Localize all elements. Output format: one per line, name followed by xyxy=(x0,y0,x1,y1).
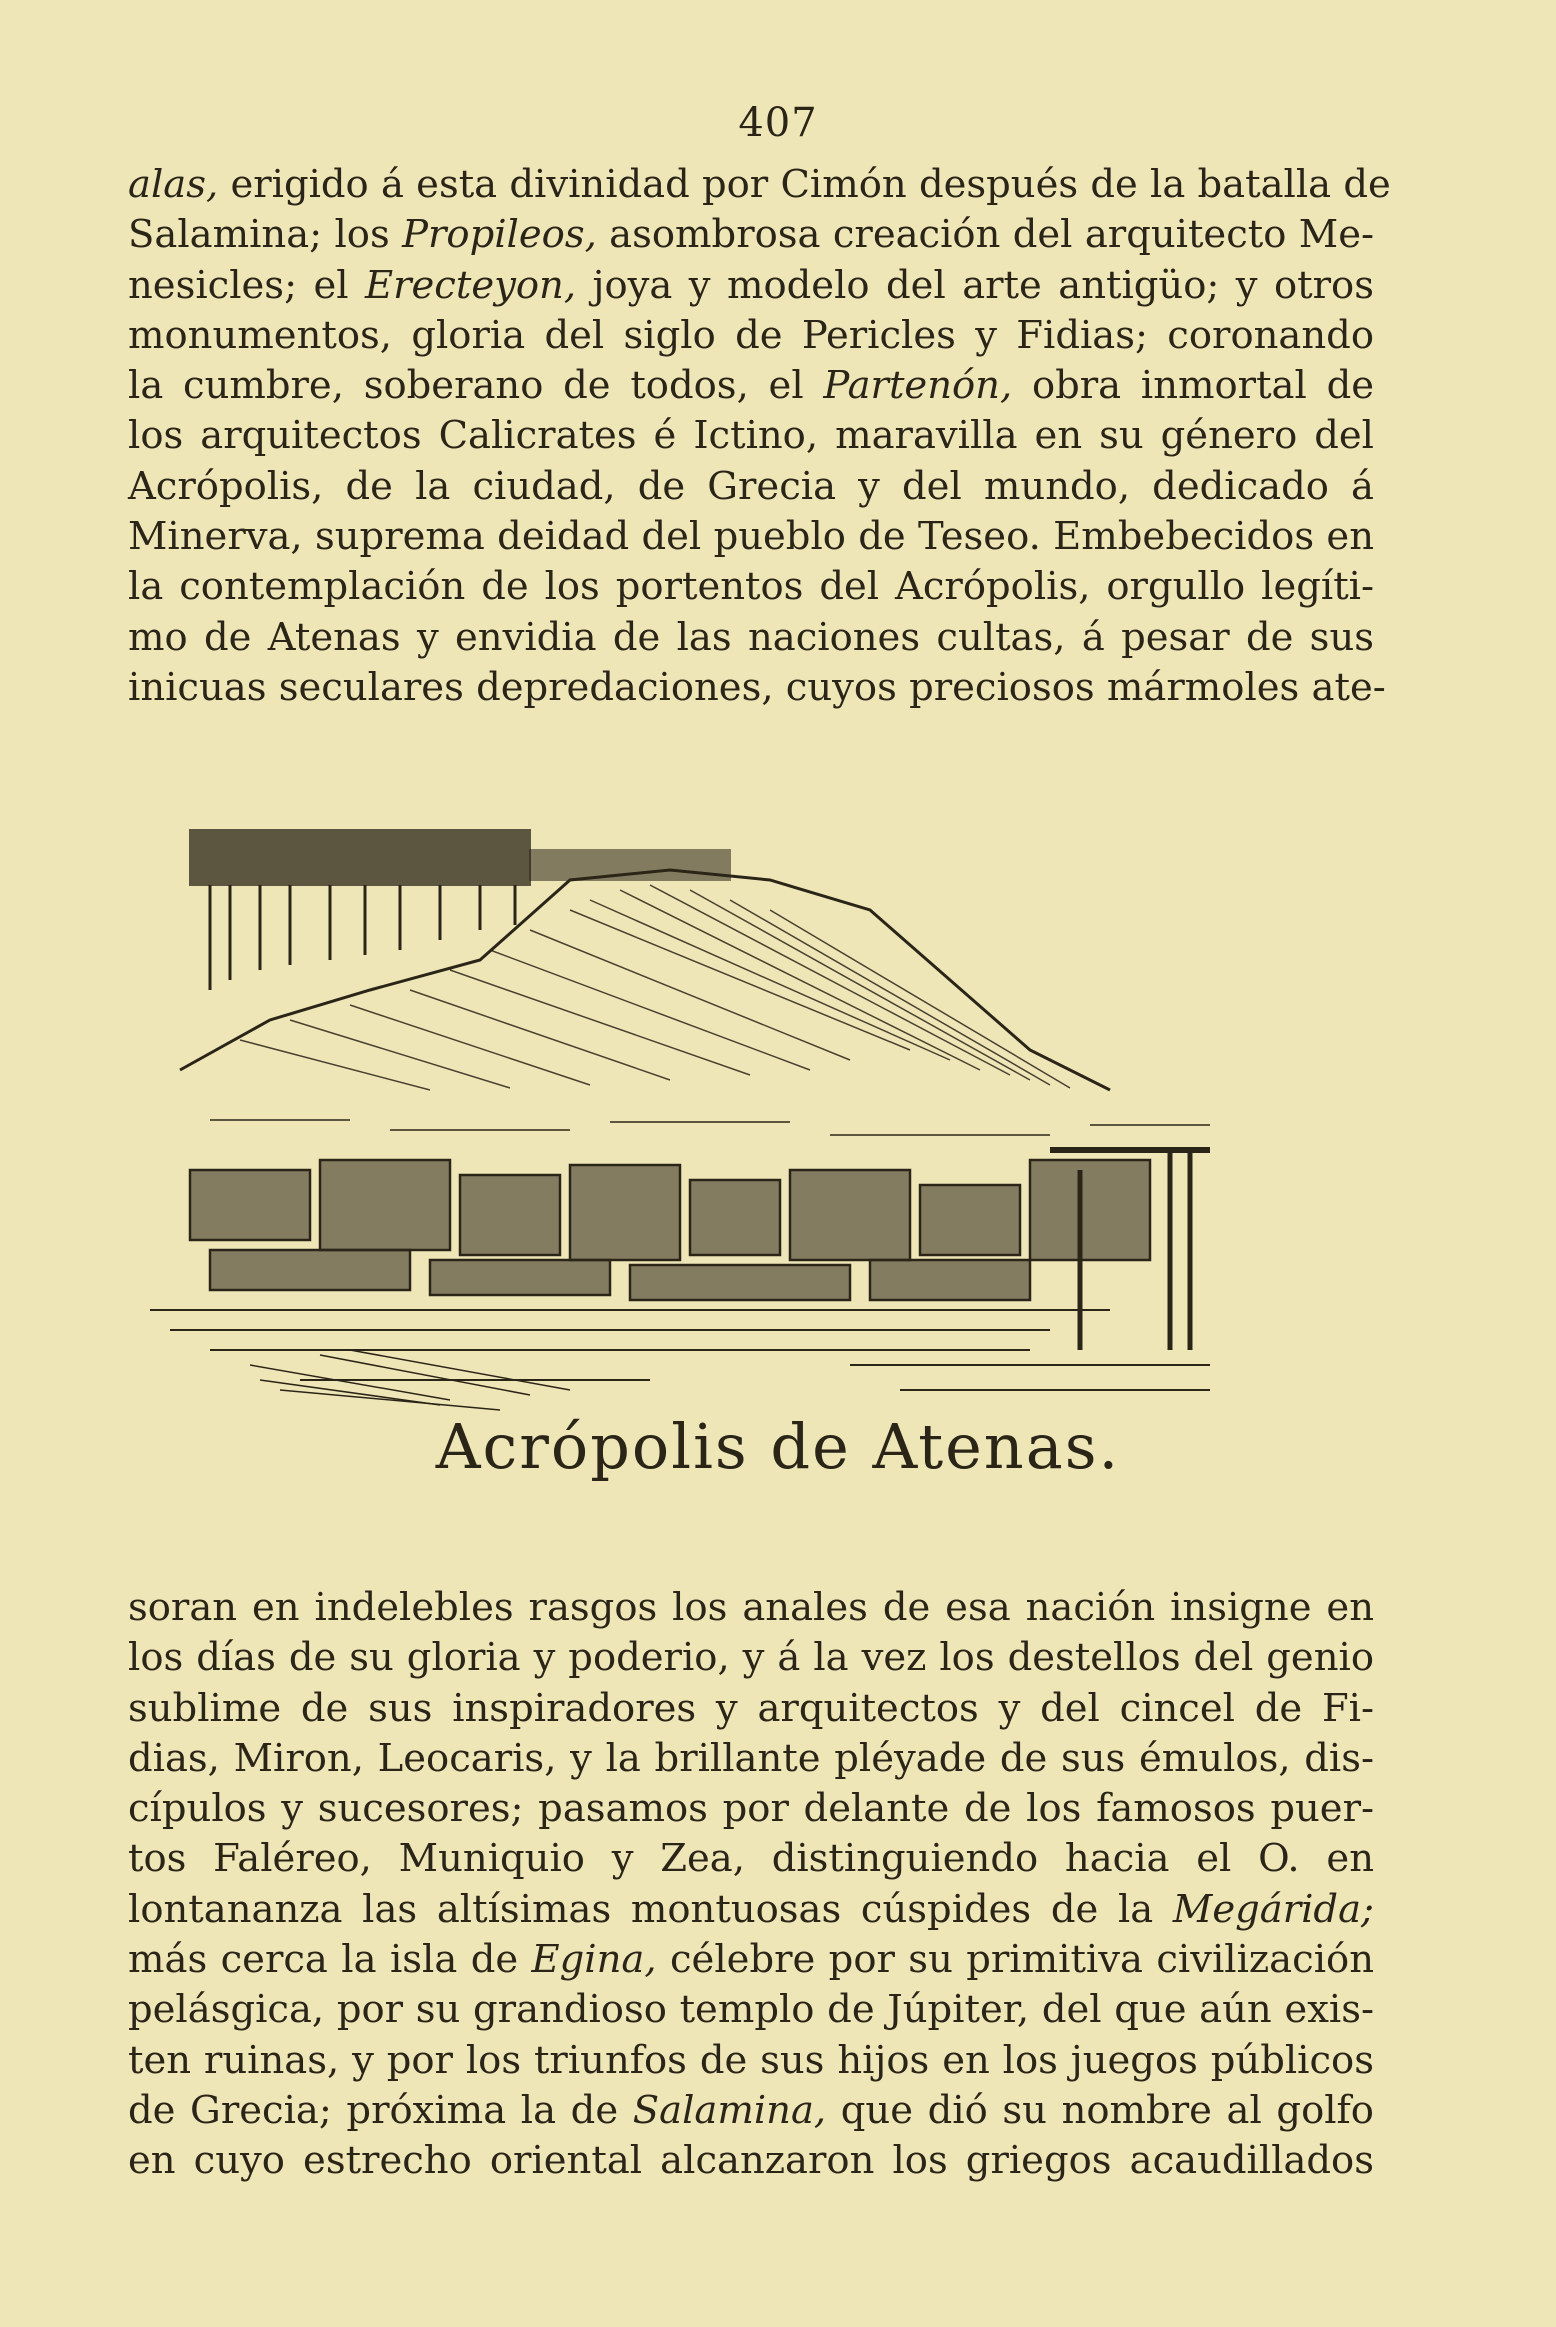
text-line xyxy=(128,2036,1374,2086)
italic-text: Salamina, xyxy=(632,2087,827,2133)
text-run: la contemplación de los portentos del Acrópolis, orgullo legíti- xyxy=(128,564,1374,610)
text-line xyxy=(128,613,1374,663)
text-run: cípulos y sucesores; pasamos por delante de los famosos puer- xyxy=(128,1786,1374,1832)
text-line xyxy=(128,311,1374,361)
text-line xyxy=(128,160,1391,210)
text-line xyxy=(128,361,1374,411)
text-run: ten ruinas, y por los triunfos de sus hijos en los juegos públicos xyxy=(128,2037,1374,2083)
text-line xyxy=(128,210,1374,260)
text-line xyxy=(128,1834,1374,1884)
text-line xyxy=(128,411,1374,461)
text-line xyxy=(128,1985,1374,2035)
page-number: 407 xyxy=(738,100,818,146)
text-line xyxy=(128,261,1374,311)
text-run: célebre por su primitiva civilización xyxy=(656,1937,1374,1983)
text-run: Minerva, suprema deidad del pueblo de Teseo. Embebecidos en xyxy=(128,514,1374,560)
italic-text: Partenón, xyxy=(823,363,1013,409)
text-run: mo de Atenas y envidia de las naciones cultas, á pesar de sus xyxy=(128,614,1374,660)
acropolis-engraving xyxy=(150,790,1290,1415)
text-run: Acrópolis, de la ciudad, de Grecia y del mundo, dedicado á xyxy=(128,463,1374,509)
text-run: que dió su nombre al golfo xyxy=(826,2087,1374,2133)
italic-text: Erecteyon, xyxy=(365,262,577,308)
italic-text: Propileos, xyxy=(402,212,597,258)
text-line xyxy=(128,562,1374,612)
text-line xyxy=(128,1784,1374,1834)
italic-text: alas, xyxy=(128,162,219,207)
text-line xyxy=(128,2136,1374,2186)
text-line xyxy=(128,1583,1374,1633)
text-run: pelásgica, por su grandioso templo de Júpiter, del que aún exis- xyxy=(128,1987,1374,2033)
paragraph-top xyxy=(128,160,1391,713)
text-line xyxy=(128,512,1374,562)
text-run: erigido á esta divinidad por Cimón después de la batalla de xyxy=(218,162,1391,207)
text-line xyxy=(128,462,1374,512)
text-run: tos Faléreo, Muniquio y Zea, distinguiendo hacia el O. en xyxy=(128,1836,1374,1882)
text-run: de Grecia; próxima la de xyxy=(128,2087,633,2133)
text-run: en cuyo estrecho oriental alcanzaron los griegos acaudillados xyxy=(128,2138,1374,2184)
paragraph-bottom xyxy=(128,1583,1374,2187)
illustration-caption: Acrópolis de Atenas. xyxy=(435,1410,1121,1483)
text-run: la cumbre, soberano de todos, el xyxy=(128,363,824,409)
text-line xyxy=(128,663,1386,713)
text-line xyxy=(128,1633,1374,1683)
text-run: nesicles; el xyxy=(128,262,366,308)
text-run: los días de su gloria y poderio, y á la vez los destellos del genio xyxy=(128,1635,1374,1681)
text-run: inicuas seculares depredaciones, cuyos preciosos mármoles ate- xyxy=(128,664,1386,710)
italic-text: Egina, xyxy=(531,1937,657,1983)
text-line xyxy=(128,1885,1374,1935)
text-line xyxy=(128,1935,1374,1985)
text-run: sublime de sus inspiradores y arquitectos y del cincel de Fi- xyxy=(128,1685,1374,1731)
text-run: joya y modelo del arte antigüo; y otros xyxy=(576,262,1374,308)
text-run: dias, Miron, Leocaris, y la brillante pléyade de sus émulos, dis- xyxy=(128,1735,1374,1781)
text-run: los arquitectos Calicrates é Ictino, maravilla en su género del xyxy=(128,413,1374,459)
text-run: obra inmortal de xyxy=(1012,363,1375,409)
text-line xyxy=(128,1684,1374,1734)
text-run: soran en indelebles rasgos los anales de esa nación insigne en xyxy=(128,1585,1374,1630)
text-line xyxy=(128,2086,1374,2136)
italic-text: Megárida; xyxy=(1172,1886,1374,1932)
text-run: asombrosa creación del arquitecto Me- xyxy=(596,212,1374,258)
text-run: Salamina; los xyxy=(128,212,403,258)
text-run: más cerca la isla de xyxy=(128,1937,532,1983)
text-run: lontananza las altísimas montuosas cúspides de la xyxy=(128,1886,1173,1932)
text-line xyxy=(128,1734,1374,1784)
text-run: monumentos, gloria del siglo de Pericles y Fidias; coronando xyxy=(128,312,1374,358)
